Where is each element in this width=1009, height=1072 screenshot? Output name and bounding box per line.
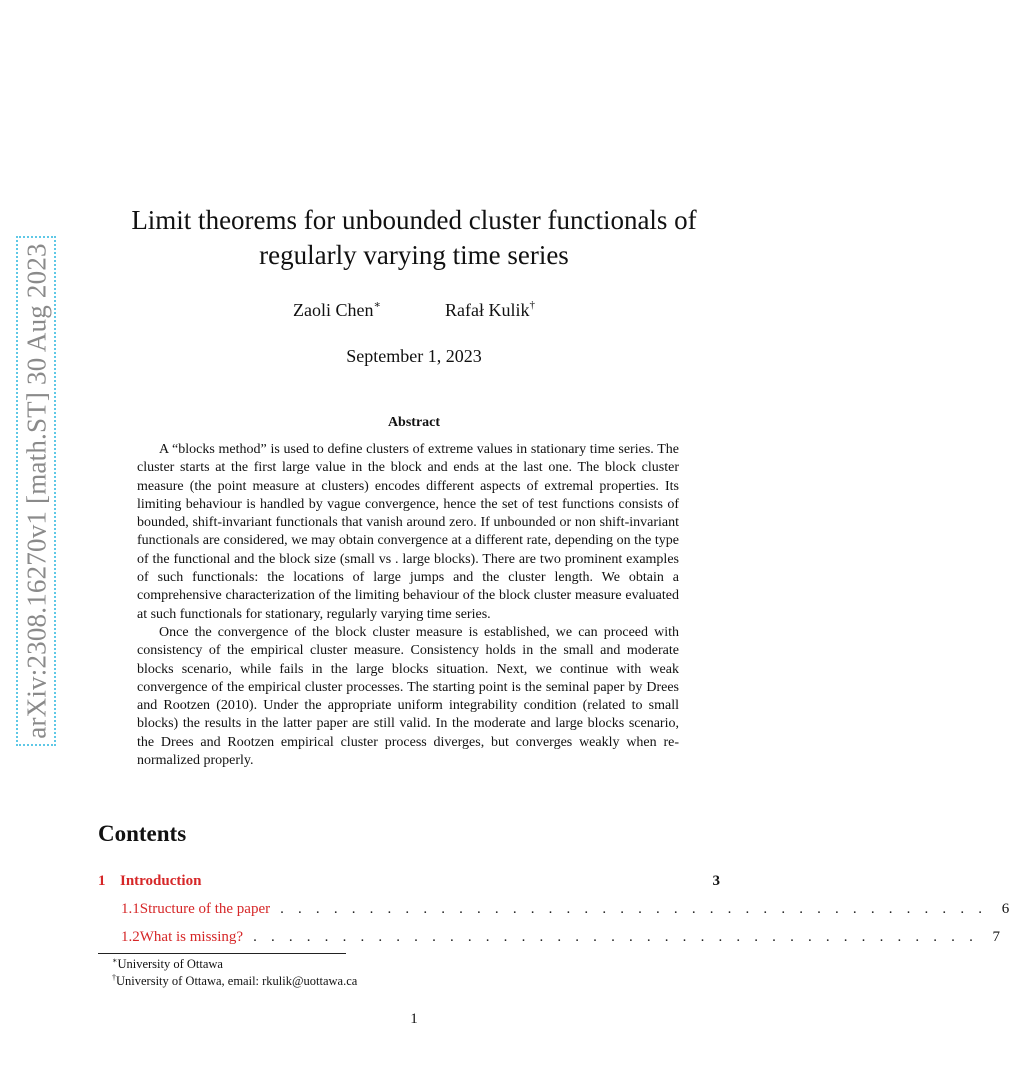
abstract-heading: Abstract [387, 415, 441, 430]
toc-entry-page: 3 [712, 873, 720, 889]
footnote-1-mark: ∗ [112, 956, 118, 965]
author-1 [293, 300, 381, 321]
paper-title [0, 203, 828, 273]
toc-entry-label[interactable]: Structure of the paper [139, 901, 271, 917]
footnote-2-mark: † [112, 972, 116, 982]
toc-entry-page: 7 [992, 929, 1001, 945]
toc-entry-number: 1.1 [121, 901, 140, 917]
author-2 [445, 300, 535, 321]
toc-entry-label[interactable]: What is missing? [139, 929, 244, 945]
toc-entry-label[interactable]: Introduction [120, 873, 202, 889]
author-2-footnote-mark[interactable]: † [529, 299, 535, 311]
toc-entry-missing[interactable] [98, 929, 1001, 946]
footnote-2-text: University of Ottawa, email: rkulik@uottawa.ca [116, 973, 358, 988]
title-line-1: Limit theorems for unbounded cluster functionals of [131, 205, 697, 235]
abstract-paragraph-2: Once the convergence of the block cluster measure is established, we can proceed with consistency of the empirical cluster measure. Consistency holds in the small and moderate blocks scenario, while fails in the large blocks situation. Next, we continue with weak convergence of the empirical cluster processes. The starting point is the seminal paper by Drees and Rootzen (2010). Under the appropriate uniform integrability condition (related to small blocks) the results in the latter paper are still valid. In the moderate and large blocks scenario, the Drees and Rootzen empirical cluster process diverges, but converges weakly when re-normalized properly. [137, 624, 679, 769]
footnote-1 [112, 956, 357, 973]
toc-leader-dots: . . . . . . . . . . . . . . . . . . . . . . . . . . . . . . . . . . . . . . . . . [253, 929, 979, 945]
footnotes [112, 956, 357, 989]
toc-entry-number: 1 [98, 873, 106, 889]
toc-entry-number: 1.2 [121, 929, 140, 945]
contents-heading: Contents [98, 821, 187, 846]
author-1-footnote-mark[interactable]: ∗ [373, 299, 381, 311]
footnote-1-text: University of Ottawa [117, 957, 223, 971]
toc-entry-structure[interactable] [98, 901, 1009, 918]
author-list [0, 300, 828, 321]
toc-entry-introduction[interactable] [98, 873, 720, 890]
footnote-2 [112, 973, 357, 990]
abstract-paragraph-1: A “blocks method” is used to define clusters of extreme values in stationary time series. The cluster starts at the first large value in the block and ends at the last one. The block cluster measure (the point measure at clusters) encodes different aspects of extremal properties. Its limiting behaviour is handled by vague convergence, hence the set of test functions consists of bounded, shift-invariant functionals that vanish around zero. If unbounded or non shift-invariant functionals are considered, we may obtain convergence at a different rate, depending on the type of the functional and the block size (small vs . large blocks). There are two prominent examples of such functionals: the locations of large jumps and the cluster length. We obtain a comprehensive characterization of the limiting behaviour of the block cluster measure evaluated at such functionals for stationary, regularly varying time series. [137, 442, 679, 622]
toc-entry-page: 6 [1001, 901, 1009, 917]
title-line-2: regularly varying time series [259, 240, 569, 270]
arxiv-identifier[interactable]: arXiv:2308.16270v1 [math.ST] 30 Aug 2023 [21, 243, 52, 739]
author-2-name: Rafał Kulik [444, 300, 530, 320]
page-number: 1 [410, 1011, 418, 1027]
footnote-divider [98, 953, 346, 954]
abstract-body [137, 441, 679, 770]
toc-leader-dots: . . . . . . . . . . . . . . . . . . . . . . . . . . . . . . . . . . . . . . . . [280, 901, 988, 917]
author-1-name: Zaoli Chen [293, 300, 374, 320]
publication-date: September 1, 2023 [346, 346, 482, 366]
